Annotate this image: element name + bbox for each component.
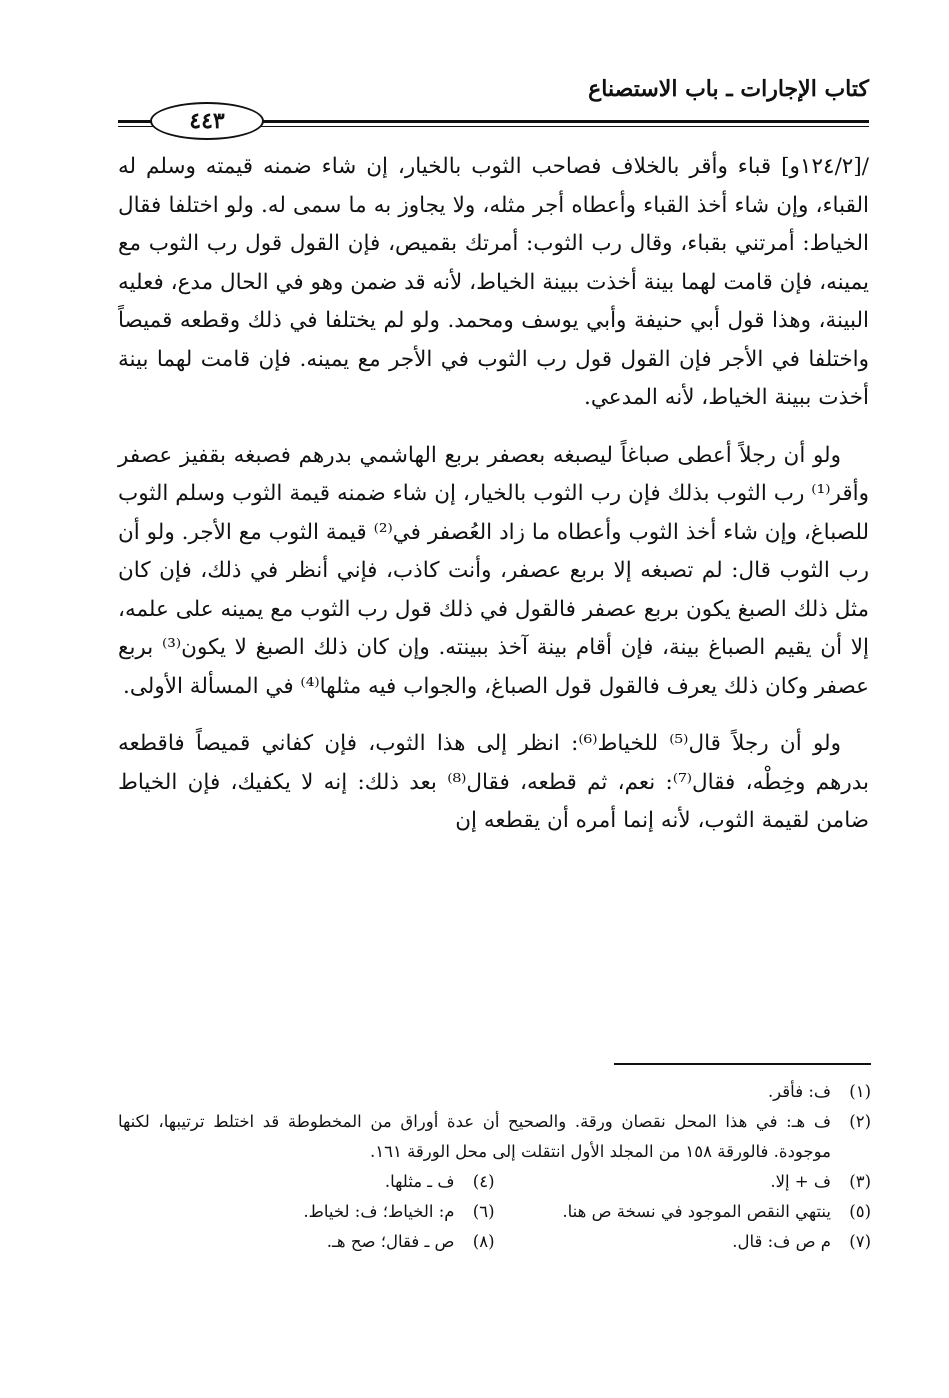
footnote [495, 1167, 872, 1197]
footnote-number: (٨) [472, 1232, 495, 1251]
footnote-text: ف ـ مثلها. [384, 1172, 455, 1191]
footnote-text: ف: فأقر. [767, 1082, 831, 1101]
footnote-text: م: الخياط؛ ف: لخياط. [303, 1202, 455, 1221]
footnote-text: ف + إلا. [770, 1172, 831, 1191]
footnote [495, 1227, 872, 1257]
footnote [118, 1107, 871, 1167]
footnote [118, 1167, 495, 1197]
page-number: ٤٤٣ [150, 102, 264, 140]
footnote-number: (١) [849, 1082, 871, 1101]
footnote-text: ف هـ: في هذا المحل نقصان ورقة. والصحيح أن عدة أوراق من المخطوطة قد اختلط ترتيبها، لكنها موجودة. فالورقة ١٥٨ من المجلد الأول انتقلت إلى محل الورقة ١٦١. [118, 1112, 831, 1161]
footnote-number: (٦) [472, 1202, 495, 1221]
footnote [495, 1197, 872, 1227]
footnotes [118, 1077, 871, 1257]
footnote-separator [614, 1063, 871, 1065]
footnote [118, 1227, 495, 1257]
footnote-number: (٧) [849, 1232, 871, 1251]
footnote-text: ص ـ فقال؛ صح هـ. [326, 1232, 455, 1251]
footnote-number: (٤) [472, 1172, 495, 1191]
running-head: كتاب الإجارات ـ باب الاستصناع [588, 76, 869, 102]
footnote-row [118, 1197, 871, 1227]
footnote-row [118, 1227, 871, 1257]
footnote-number: (٥) [849, 1202, 871, 1221]
page-header [118, 70, 869, 134]
footnote-number: (٣) [849, 1172, 871, 1191]
footnote-row [118, 1167, 871, 1197]
paragraph: ولو أن رجلاً أعطى صباغاً ليصبغه بعصفر بربع الهاشمي بدرهم فصبغه بقفيز عصفر وأقر⁽¹⁾ رب الثوب بذلك فإن رب الثوب بالخيار، إن شاء ضمنه قيمة الثوب وسلم الثوب للصباغ، وإن شاء أخذ الثوب وأعطاه ما زاد العُصفر في⁽²⁾ قيمة الثوب مع الأجر. ولو أن رب الثوب قال: لم تصبغه إلا بربع عصفر، وأنت كاذب، فإني أنظر في ذلك، فإن كان مثل ذلك الصبغ يكون بربع عصفر فالقول في ذلك قول رب الثوب مع يمينه على علمه، إلا أن يقيم الصباغ بينة، فإن أقام بينة آخذ ببينته. وإن كان ذلك الصبغ لا يكون⁽³⁾ بربع عصفر وكان ذلك يعرف فالقول قول الصباغ، والجواب فيه مثلها⁽⁴⁾ في المسألة الأولى. [118, 442, 869, 699]
footnote-text: م ص ف: قال. [732, 1232, 831, 1251]
footnote [118, 1077, 871, 1107]
footnote [118, 1197, 495, 1227]
footnote-text: ينتهي النقص الموجود في نسخة ص هنا. [562, 1202, 831, 1221]
main-text [118, 148, 869, 860]
paragraph: ولو أن رجلاً قال⁽⁵⁾ للخياط⁽⁶⁾: انظر إلى هذا الثوب، فإن كفاني قميصاً فاقطعه بدرهم وخِطْه، فقال⁽⁷⁾: نعم، ثم قطعه، فقال⁽⁸⁾ بعد ذلك: إنه لا يكفيك، فإن الخياط ضامن لقيمة الثوب، لأنه إنما أمره أن يقطعه إن [118, 731, 869, 833]
footnote-number: (٢) [849, 1112, 871, 1131]
paragraph: /[١٢٤/٢و] قباء وأقر بالخلاف فصاحب الثوب بالخيار، إن شاء ضمنه قيمته وسلم له القباء، وإن شاء أخذ القباء وأعطاه أجر مثله، ولا يجاوز به ما سمى له. ولو اختلفا فقال الخياط: أمرتني بقباء، وقال رب الثوب: أمرتك بقميص، فإن القول قول رب الثوب مع يمينه، فإن قامت لهما بينة أخذت ببينة الخياط، لأنه قد ضمن وهو في الحال مدع، فعليه البينة، وهذا قول أبي حنيفة وأبي يوسف ومحمد. ولو لم يختلفا في ذلك وقطعه قميصاً واختلفا في الأجر فإن القول قول رب الثوب في الأجر مع يمينه. فإن قامت لهما بينة أخذت ببينة الخياط، لأنه المدعي. [118, 154, 869, 410]
